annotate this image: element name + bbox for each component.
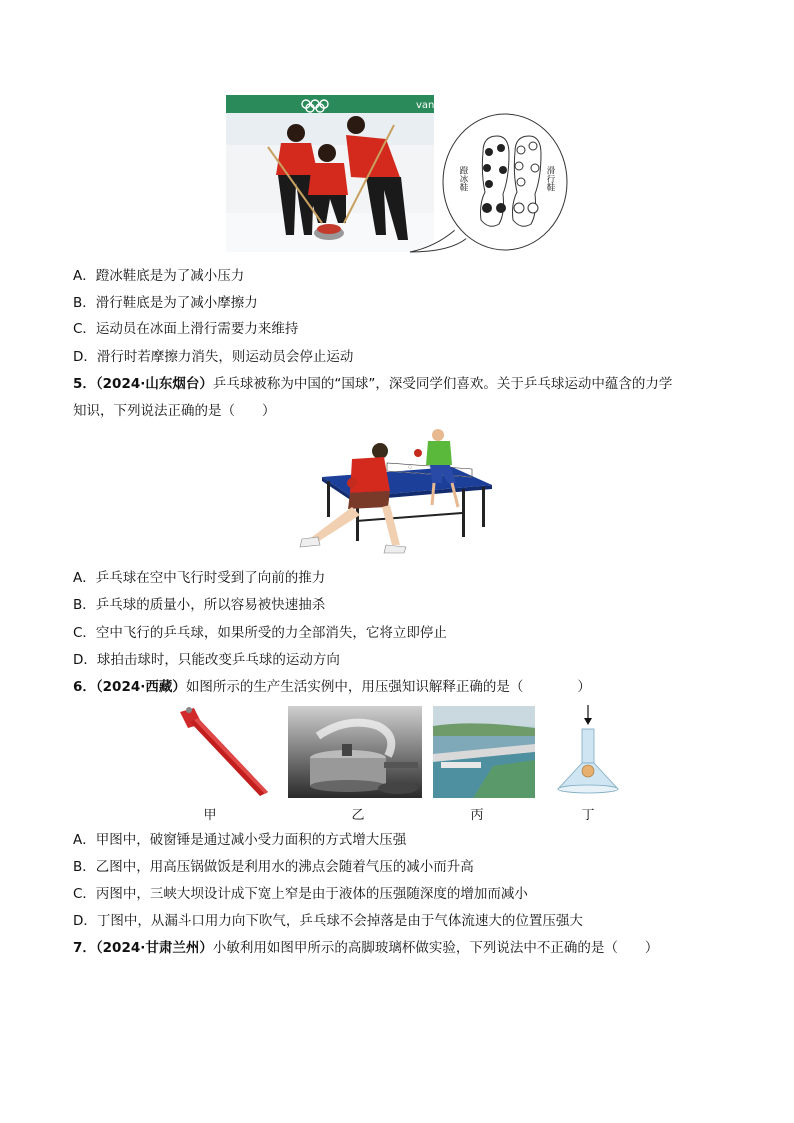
q6-option-d[interactable]: D．丁图中，从漏斗口用力向下吹气，乒乓球不会掉落是由于气体流速大的位置压强大 <box>73 913 583 929</box>
q6-number: 6． <box>73 679 96 695</box>
shoe-sole-diagram <box>405 112 575 257</box>
q5-stem-line1: 乒乓球被称为中国的“国球”，深受同学们喜欢。关于乒乓球运动中蕴含的力学 <box>212 376 673 392</box>
curling-photo <box>226 95 434 252</box>
q6-option-a[interactable]: A．甲图中，破窗锤是通过减小受力面积的方式增大压强 <box>73 832 407 848</box>
funnel-diagram <box>552 703 622 798</box>
q6-source: （2024·西藏） <box>95 679 186 695</box>
svg-text:van: van <box>416 100 434 111</box>
pressure-cooker-photo <box>288 706 422 798</box>
q7-stem-text: 小敏利用如图甲所示的高脚玻璃杯做实验，下列说法中不正确的是（ ） <box>212 940 659 956</box>
caption-yi: 乙 <box>351 808 365 823</box>
q6-stem <box>73 678 591 696</box>
q5-stem <box>73 375 672 393</box>
table-tennis-illustration <box>292 425 502 560</box>
shoe-left-label: 蹬冰鞋 <box>458 166 468 192</box>
dam-photo <box>433 706 535 798</box>
q5-option-a[interactable]: A．乒乓球在空中飞行时受到了向前的推力 <box>73 570 326 586</box>
q4-option-a[interactable]: A．蹬冰鞋底是为了减小压力 <box>73 268 245 284</box>
caption-jia: 甲 <box>203 808 217 823</box>
shoe-right-label: 滑行鞋 <box>545 166 555 192</box>
q6-option-b[interactable]: B．乙图中，用高压锅做饭是利用水的沸点会随着气压的减小而升高 <box>73 859 474 875</box>
q4-option-b[interactable]: B．滑行鞋底是为了减小摩擦力 <box>73 295 258 311</box>
q4-option-c[interactable]: C．运动员在冰面上滑行需要力来维持 <box>73 321 299 337</box>
q7-stem <box>73 939 658 957</box>
q6-option-c[interactable]: C．丙图中，三峡大坝设计成下宽上窄是由于液体的压强随深度的增加而减小 <box>73 886 528 902</box>
q7-number: 7． <box>73 940 96 956</box>
q5-option-d[interactable]: D．球拍击球时，只能改变乒乓球的运动方向 <box>73 652 340 668</box>
q5-option-b[interactable]: B．乒乓球的质量小，所以容易被快速抽杀 <box>73 597 326 613</box>
q7-source: （2024·甘肃兰州） <box>95 940 213 956</box>
q5-number: 5． <box>73 376 96 392</box>
q5-option-c[interactable]: C．空中飞行的乒乓球，如果所受的力全部消失，它将立即停止 <box>73 625 447 641</box>
hammer-photo <box>172 706 272 798</box>
q4-option-d[interactable]: D．滑行时若摩擦力消失，则运动员会停止运动 <box>73 349 354 365</box>
q5-source: （2024·山东烟台） <box>95 376 213 392</box>
q5-stem-line2: 知识，下列说法正确的是（ ） <box>73 403 276 419</box>
caption-ding: 丁 <box>581 808 595 823</box>
q6-stem-text: 如图所示的生产生活实例中，用压强知识解释正确的是（ ） <box>185 679 591 695</box>
caption-bing: 丙 <box>470 808 484 823</box>
